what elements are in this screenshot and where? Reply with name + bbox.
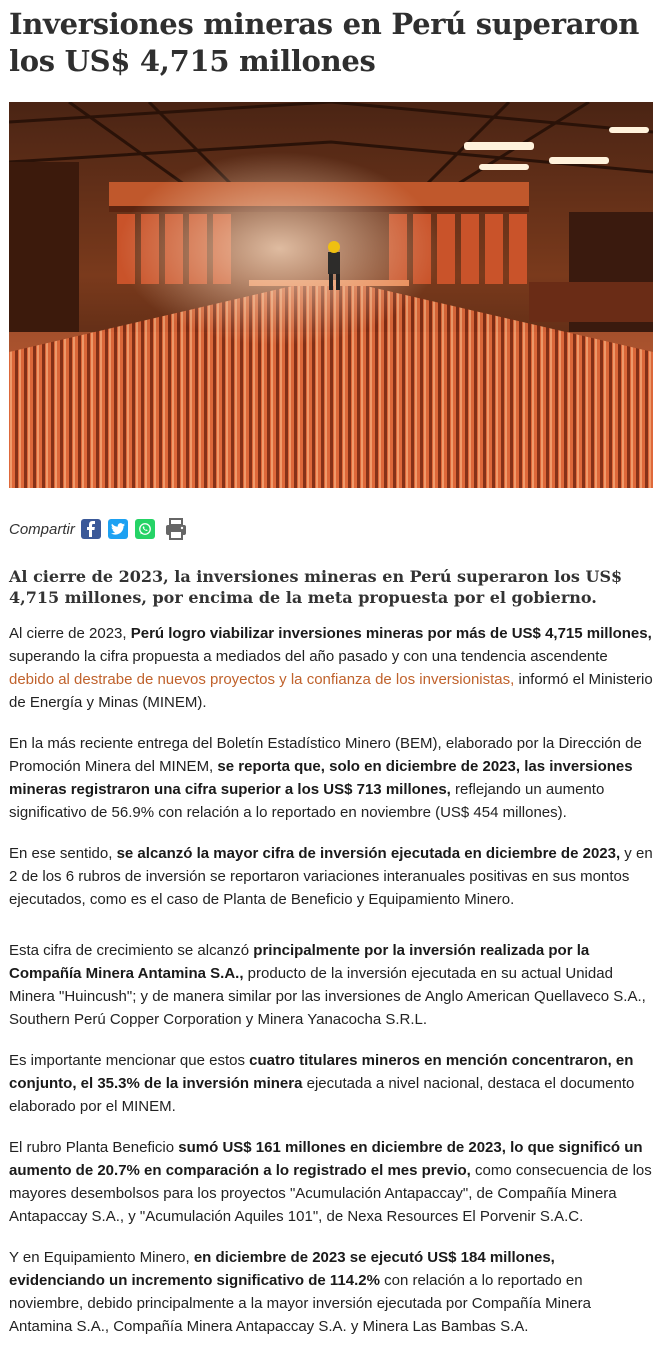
paragraph-5: Es importante mencionar que estos cuatro titulares mineros en mención concentraron, en conjunto, el 35.3% de la inversión minera ejecutada a nivel nacional, destaca el documento elaborado por el MINEM. [9,1052,635,1115]
article-lead: Al cierre de 2023, la inversiones mineras en Perú superaron los US$ 4,715 millones, por encima de la meta propuesta por el gobierno. [9,567,623,607]
inline-link[interactable]: debido al destrabe de nuevos proyectos y la confianza de los inversionistas, [9,671,515,688]
hero-image [9,102,653,488]
article-title: Inversiones mineras en Perú superaron los US$ 4,715 millones [9,7,639,78]
paragraph-2: En la más reciente entrega del Boletín Estadístico Minero (BEM), elaborado por la Dirección de Promoción Minera del MINEM, se reporta que, solo en diciembre de 2023, las inversiones mineras registraron una cifra superior a los US$ 713 millones, reflejando un aumento significativo de 56.9% con relación a lo reportado en noviembre (US$ 454 millones). [9,735,642,821]
share-label: Compartir [9,520,75,538]
share-bar [9,516,653,542]
article [0,6,662,1338]
facebook-icon[interactable] [81,519,101,539]
copper-refinery-photo [9,102,653,488]
paragraph-6: El rubro Planta Beneficio sumó US$ 161 millones en diciembre de 2023, lo que significó un aumento de 20.7% en comparación a lo registrado el mes previo, como consecuencia de los mayores desembolsos para los proyectos "Acumulación Antapaccay", de Compañía Minera Antapaccay S.A., y "Acumulación Aquiles 101", de Nexa Resources El Porvenir S.A.C. [9,1139,652,1225]
twitter-icon[interactable] [108,519,128,539]
paragraph-3: En ese sentido, se alcanzó la mayor cifra de inversión ejecutada en diciembre de 2023, y en 2 de los 6 rubros de inversión se reportaron variaciones interanuales positivas en sus montos ejecutados, como es el caso de Planta de Beneficio y Equipamiento Minero. [9,845,653,908]
paragraph-4: Esta cifra de crecimiento se alcanzó principalmente por la inversión realizada por la Compañía Minera Antamina S.A., producto de la inversión ejecutada en su actual Unidad Minera "Huincush"; y de manera similar por las inversiones de Anglo American Quellaveco S.A., Southern Perú Copper Corporation y Minera Yanacocha S.R.L. [9,942,646,1028]
paragraph-7: Y en Equipamiento Minero, en diciembre de 2023 se ejecutó US$ 184 millones, evidenciando un incremento significativo de 114.2% con relación a lo reportado en noviembre, debido principalmente a la mayor inversión ejecutada por Compañía Minera Antamina S.A., Compañía Minera Antapaccay S.A. y Minera Las Bambas S.A. [9,1249,591,1335]
whatsapp-icon[interactable] [135,519,155,539]
print-icon[interactable] [164,517,188,541]
paragraph-1: Al cierre de 2023, Perú logro viabilizar inversiones mineras por más de US$ 4,715 millones, superando la cifra propuesta a mediados del año pasado y con una tendencia ascendente debido al destrabe de nuevos proyectos y la confianza de los inversionistas, informó el Ministerio de Energía y Minas (MINEM). [9,625,653,711]
